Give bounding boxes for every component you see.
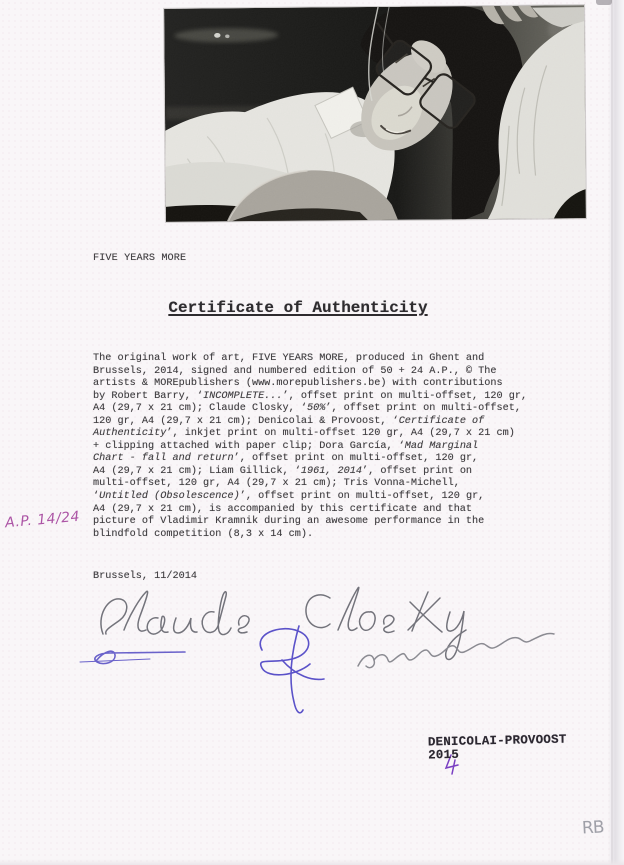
- body-line: 120 gr, A4 (29,7 x 21 cm); Denicolai & Provoost, ‘Certificate of: [93, 415, 485, 427]
- scanner-edge-line: [611, 0, 613, 865]
- signature-squiggle: [358, 634, 554, 668]
- body-line: The original work of art, FIVE YEARS MORE, produced in Ghent and: [93, 353, 485, 364]
- certificate-body: [93, 353, 527, 541]
- signature-blue-strike: [80, 651, 185, 663]
- artist-stamp: [428, 734, 567, 762]
- body-line: Chart - fall and return’, offset print on multi-offset, 120 gr,: [93, 453, 479, 465]
- signature-blue-knot: [260, 626, 324, 713]
- document-title: Certificate of Authenticity: [168, 299, 428, 317]
- scan-bottom-shade: [0, 859, 624, 865]
- body-line: by Robert Barry, ‘INCOMPLETE...’, offset print on multi-offset, 120 gr,: [93, 390, 528, 402]
- photograph-kramnik: [164, 5, 586, 222]
- body-line: A4 (29,7 x 21 cm); Liam Gillick, ‘1961, 2014’, offset print on: [93, 465, 473, 477]
- body-line: blindfold competition (8,3 x 14 cm).: [93, 528, 314, 540]
- body-line: artists & MOREpublishers (www.morepublishers.be) with contributions: [93, 378, 503, 390]
- edition-annotation: A.P. 14/24: [4, 508, 81, 532]
- stamp-line-1: DENICOLAI-PROVOOST: [427, 732, 567, 750]
- body-line: multi-offset, 120 gr, A4 (29,7 x 21 cm); Tris Vonna-Michell,: [93, 478, 460, 490]
- photograph-illustration: [164, 5, 586, 222]
- body-line: picture of Vladimir Kramnik during an awesome performance in the: [93, 516, 485, 528]
- signature-name-label: [0, 0, 1, 1]
- body-line: Brussels, 2014, signed and numbered edition of 50 + 24 A.P., © The: [93, 365, 497, 377]
- body-line: ‘Untitled (Obsolescence)’, offset print on multi-offset, 120 gr,: [93, 491, 485, 503]
- scan-corner-smudge: [596, 0, 612, 5]
- body-line: A4 (29,7 x 21 cm); Claude Closky, ‘50%’, offset print on multi-offset,: [93, 403, 521, 415]
- body-line: A4 (29,7 x 21 cm), is accompanied by this certificate and that: [93, 503, 473, 515]
- body-line: + clipping attached with paper clip; Dora García, ‘Mad Marginal: [93, 440, 479, 452]
- stamp-line-2: 2015: [427, 747, 460, 762]
- place-date: Brussels, 11/2014: [93, 571, 197, 582]
- corner-initials: RB: [581, 817, 604, 839]
- work-title-label: FIVE YEARS MORE: [93, 253, 187, 264]
- body-line: Authenticity’, inkjet print on multi-offset 120 gr, A4 (29,7 x 21 cm): [93, 428, 515, 440]
- signature-claude-closky: [101, 587, 466, 659]
